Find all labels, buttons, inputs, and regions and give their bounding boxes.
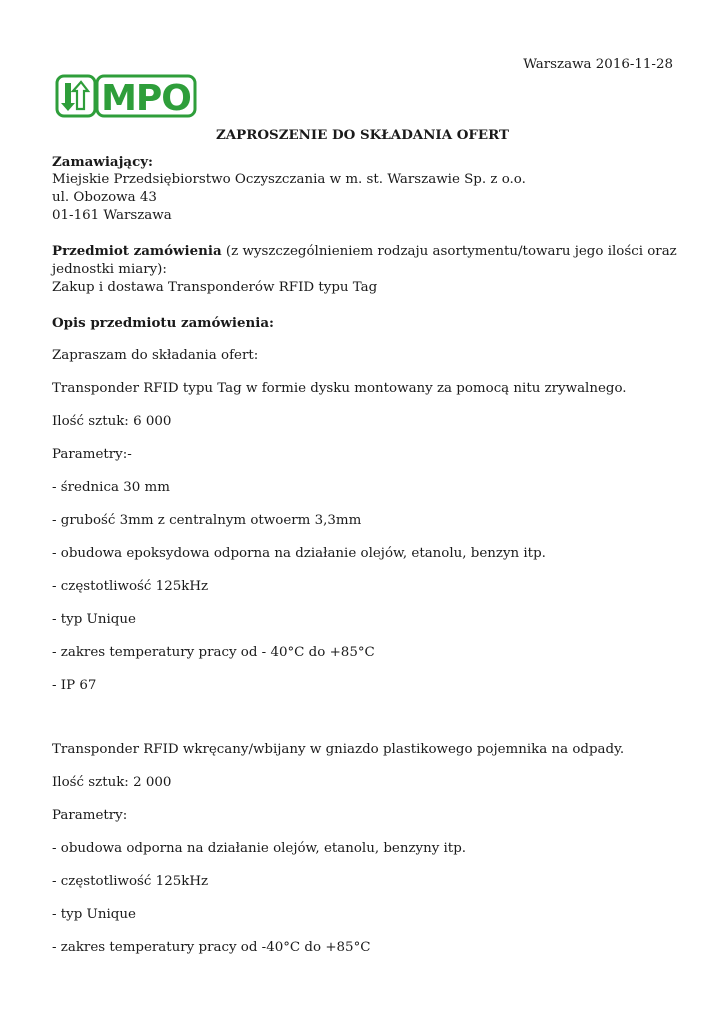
- description-label: Opis przedmiotu zamówienia:: [52, 315, 274, 331]
- item1-param: - IP 67: [52, 678, 97, 693]
- item1-param: - średnica 30 mm: [52, 480, 170, 495]
- ordering-party-name: Miejskie Przedsiębiorstwo Oczyszczania w m. st. Warszawie Sp. z o.o.: [52, 172, 526, 187]
- document-date: Warszawa 2016-11-28: [523, 57, 673, 72]
- item1-param: - obudowa epoksydowa odporna na działanie olejów, etanolu, benzyn itp.: [52, 546, 546, 561]
- item2-param: - typ Unique: [52, 907, 136, 922]
- item1-param: - typ Unique: [52, 612, 136, 627]
- item1-param: - zakres temperatury pracy od - 40°C do +85°C: [52, 645, 375, 660]
- mpo-logo: [55, 73, 197, 119]
- description-intro: Zapraszam do składania ofert:: [52, 348, 259, 363]
- item1-param: - częstotliwość 125kHz: [52, 579, 209, 594]
- svg-text:MPO: MPO: [101, 78, 191, 119]
- item1-name: Transponder RFID typu Tag w formie dysku montowany za pomocą nitu zrywalnego.: [52, 381, 627, 396]
- item1-qty: Ilość sztuk: 6 000: [52, 414, 172, 429]
- item2-qty: Ilość sztuk: 2 000: [52, 775, 172, 790]
- ordering-party-label: Zamawiający:: [52, 154, 153, 170]
- item1-params-label: Parametry:-: [52, 447, 132, 462]
- subject-note: (z wyszczególnieniem rodzaju asortymentu/towaru jego ilości oraz: [221, 244, 677, 259]
- ordering-party-city: 01-161 Warszawa: [52, 208, 172, 223]
- item2-param: - obudowa odporna na działanie olejów, etanolu, benzyny itp.: [52, 841, 467, 856]
- document-title: ZAPROSZENIE DO SKŁADANIA OFERT: [216, 127, 509, 143]
- subject-note-cont: jednostki miary):: [52, 262, 167, 277]
- subject-value: Zakup i dostawa Transponderów RFID typu Tag: [52, 280, 378, 295]
- item2-param: - częstotliwość 125kHz: [52, 874, 209, 889]
- item2-params-label: Parametry:: [52, 808, 128, 823]
- item2-param: - zakres temperatury pracy od -40°C do +85°C: [52, 940, 371, 955]
- ordering-party-street: ul. Obozowa 43: [52, 190, 157, 205]
- subject-label: Przedmiot zamówienia: [52, 243, 222, 259]
- item1-param: - grubość 3mm z centralnym otwoerm 3,3mm: [52, 513, 362, 528]
- item2-name: Transponder RFID wkręcany/wbijany w gniazdo plastikowego pojemnika na odpady.: [52, 742, 625, 757]
